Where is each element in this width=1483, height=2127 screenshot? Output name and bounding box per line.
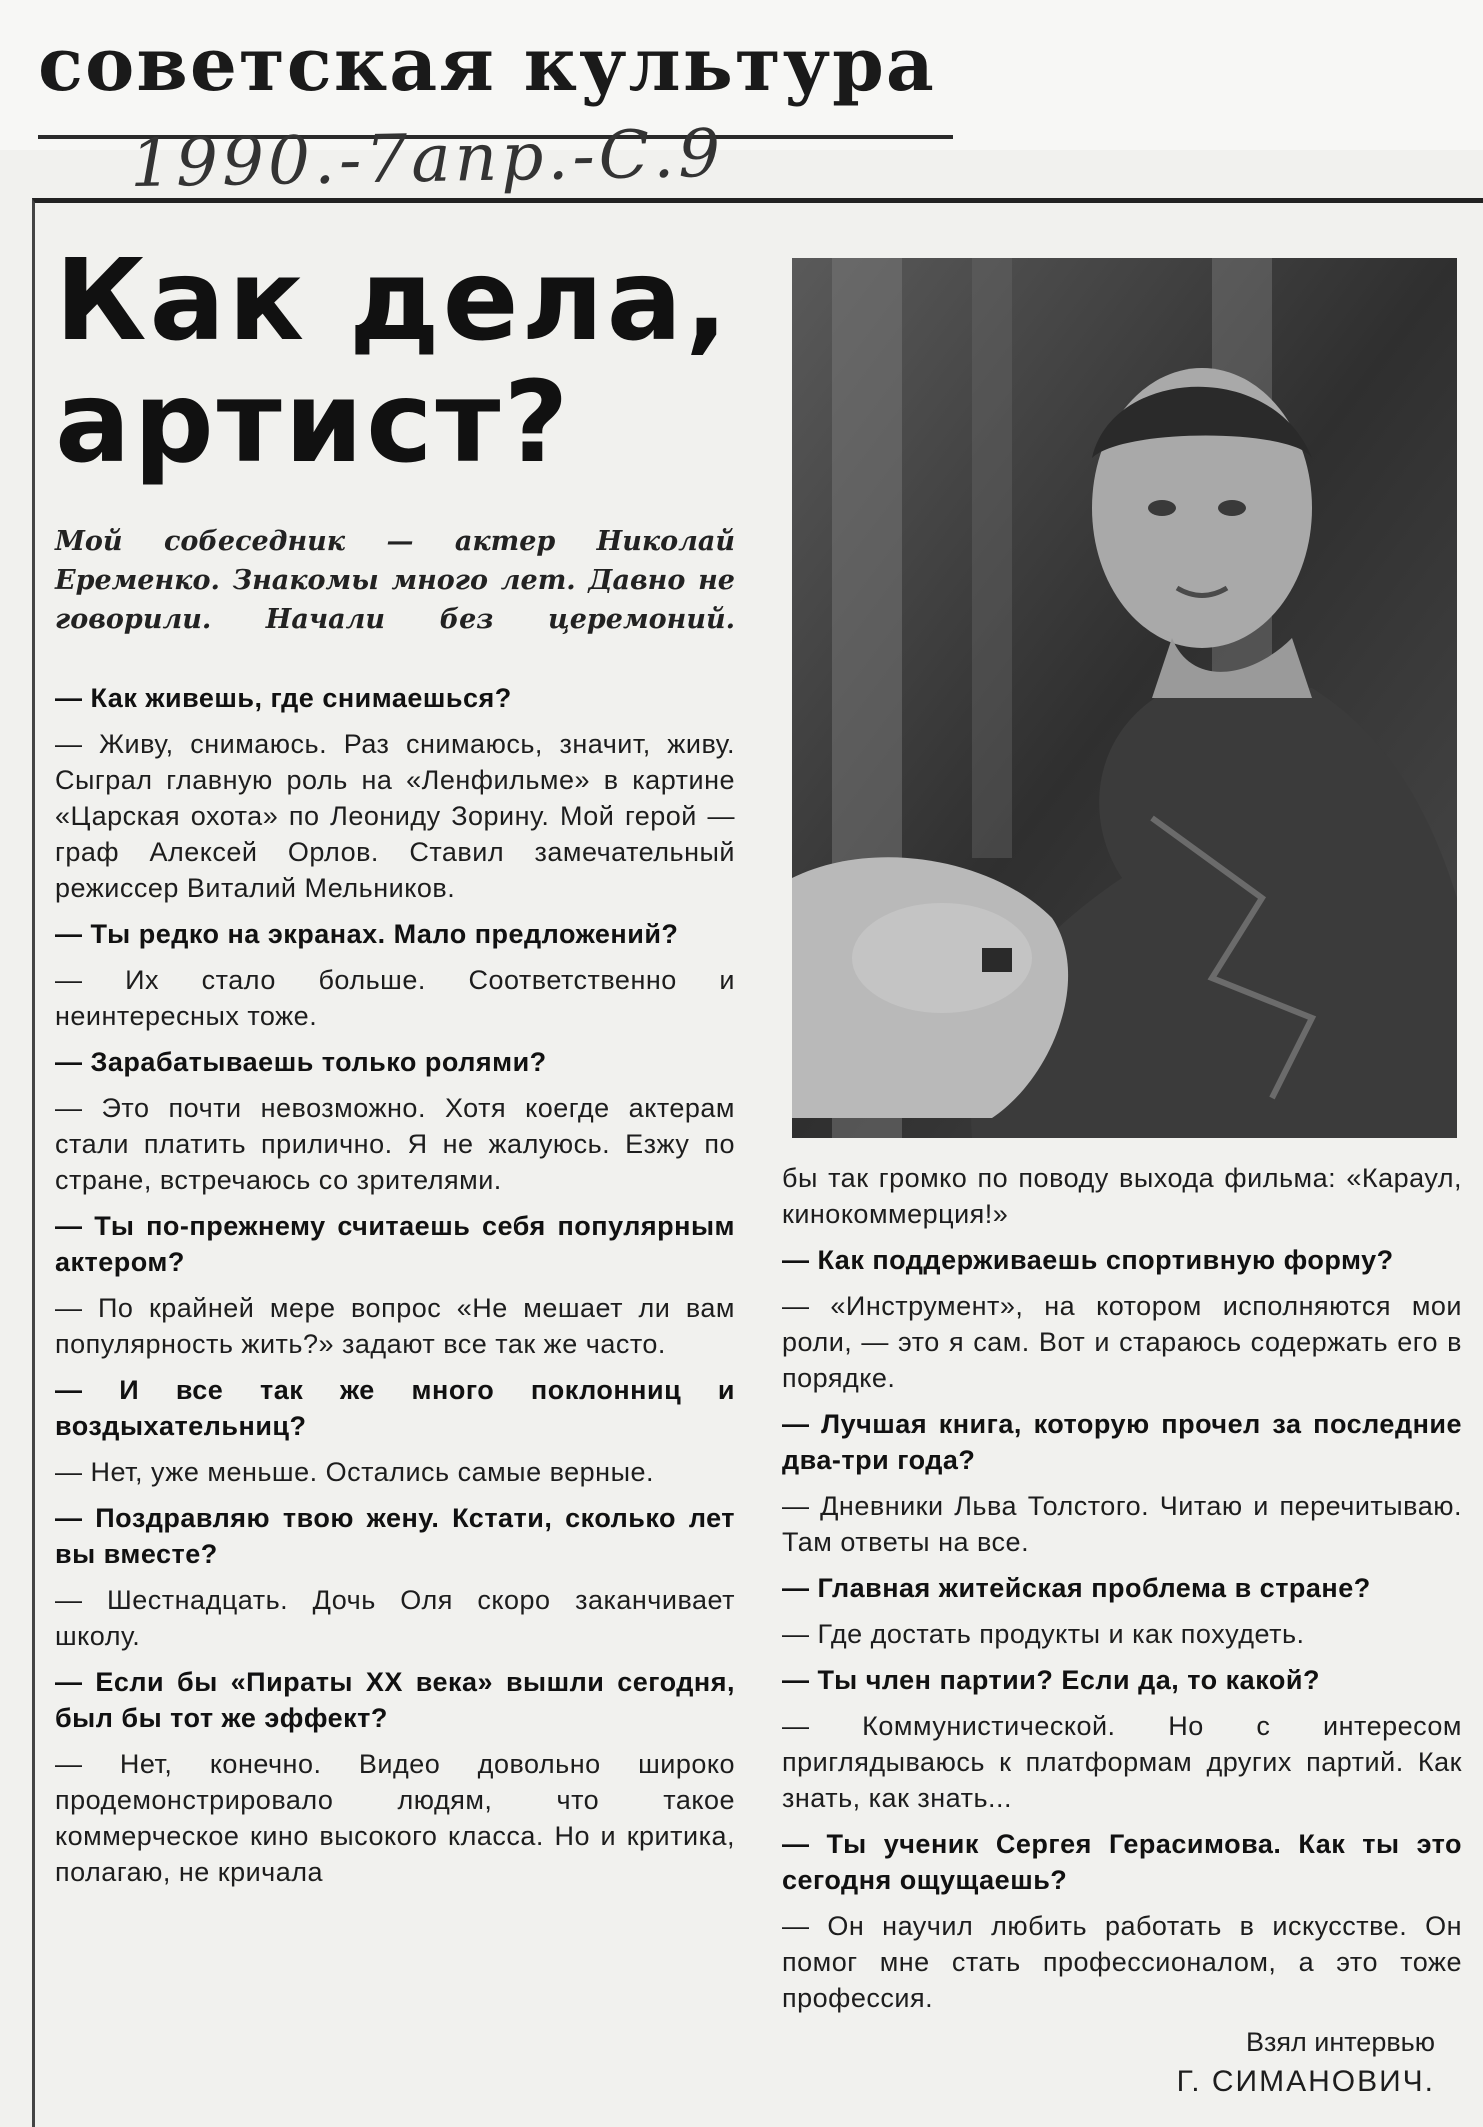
- newspaper-masthead: советская культура: [38, 22, 936, 108]
- article-column-right: [782, 1160, 1462, 2026]
- article-signature: [1055, 2022, 1435, 2102]
- interview-question: — Ты член партии? Если да, то какой?: [782, 1665, 1320, 1695]
- interview-question: — Лучшая книга, которую прочел за последние два-три года?: [782, 1409, 1462, 1475]
- interview-answer: — Он научил любить работать в искусстве. Он помог мне стать профессионалом, а это тоже профессия.: [782, 1911, 1462, 2013]
- portrait-photo-icon: [792, 258, 1457, 1138]
- author-name: Г. СИМАНОВИЧ.: [1176, 2065, 1435, 2098]
- article-column-left: [55, 680, 735, 1900]
- interview-answer: — «Инструмент», на котором исполняются мои роли, — это я сам. Вот и стараюсь содержать его в порядке.: [782, 1291, 1462, 1393]
- interview-answer: — Их стало больше. Соответственно и неинтересных тоже.: [55, 965, 735, 1031]
- interview-answer: — Шестнадцать. Дочь Оля скоро заканчивает школу.: [55, 1585, 735, 1651]
- interview-answer: — Живу, снимаюсь. Раз снимаюсь, значит, живу. Сыграл главную роль на «Ленфильме» в картине «Царская охота» по Леониду Зорину. Мой герой — граф Алексей Орлов. Ставил замечательный режиссер Виталий Мельников.: [55, 729, 735, 903]
- interview-question: — Главная житейская проблема в стране?: [782, 1573, 1371, 1603]
- interview-question: — Если бы «Пираты XX века» вышли сегодня, был бы тот же эффект?: [55, 1667, 735, 1733]
- interview-answer: — По крайней мере вопрос «Не мешает ли вам популярность жить?» задают все так же часто.: [55, 1293, 735, 1359]
- interview-answer: — Дневники Льва Толстого. Читаю и перечитываю. Там ответы на все.: [782, 1491, 1462, 1557]
- handwritten-date: 1990.-7апр.-С.9: [129, 114, 725, 203]
- interview-question: — Поздравляю твою жену. Кстати, сколько лет вы вместе?: [55, 1503, 735, 1569]
- interview-question: — Ты ученик Сергея Герасимова. Как ты это сегодня ощущаешь?: [782, 1829, 1462, 1895]
- signature-line: Взял интервью: [1245, 2027, 1435, 2057]
- interview-answer: — Это почти невозможно. Хотя коегде актерам стали платить прилично. Я не жалуюсь. Езжу по стране, встречаюсь со зрителями.: [55, 1093, 735, 1195]
- portrait-photo: [792, 258, 1457, 1138]
- interview-question: — И все так же много поклонниц и воздыхательниц?: [55, 1375, 735, 1441]
- interview-question: — Как поддерживаешь спортивную форму?: [782, 1245, 1394, 1275]
- interview-answer: — Нет, конечно. Видео довольно широко продемонстрировало людям, что такое коммерческое кино высокого класса. Но и критика, полагаю, не кричала: [55, 1749, 735, 1887]
- interview-question: — Ты по-прежнему считаешь себя популярным актером?: [55, 1211, 735, 1277]
- interview-answer: бы так громко по поводу выхода фильма: «Караул, кинокоммерция!»: [782, 1163, 1462, 1229]
- article-lead: Мой собеседник — актер Николай Еременко. Знакомы много лет. Давно не говорили. Начали без церемоний.: [55, 526, 735, 635]
- headline-line-1: Как дела,: [55, 236, 731, 366]
- interview-question: — Ты редко на экранах. Мало предложений?: [55, 919, 679, 949]
- interview-answer: — Где достать продукты и как похудеть.: [782, 1619, 1305, 1649]
- interview-question: — Как живешь, где снимаешься?: [55, 683, 512, 713]
- headline-line-2: артист?: [55, 358, 572, 488]
- article-headline: [55, 236, 775, 488]
- interview-question: — Зарабатываешь только ролями?: [55, 1047, 547, 1077]
- interview-answer: — Нет, уже меньше. Остались самые верные.: [55, 1457, 655, 1487]
- interview-answer: — Коммунистической. Но с интересом приглядываюсь к платформам других партий. Как знать, как знать...: [782, 1711, 1462, 1813]
